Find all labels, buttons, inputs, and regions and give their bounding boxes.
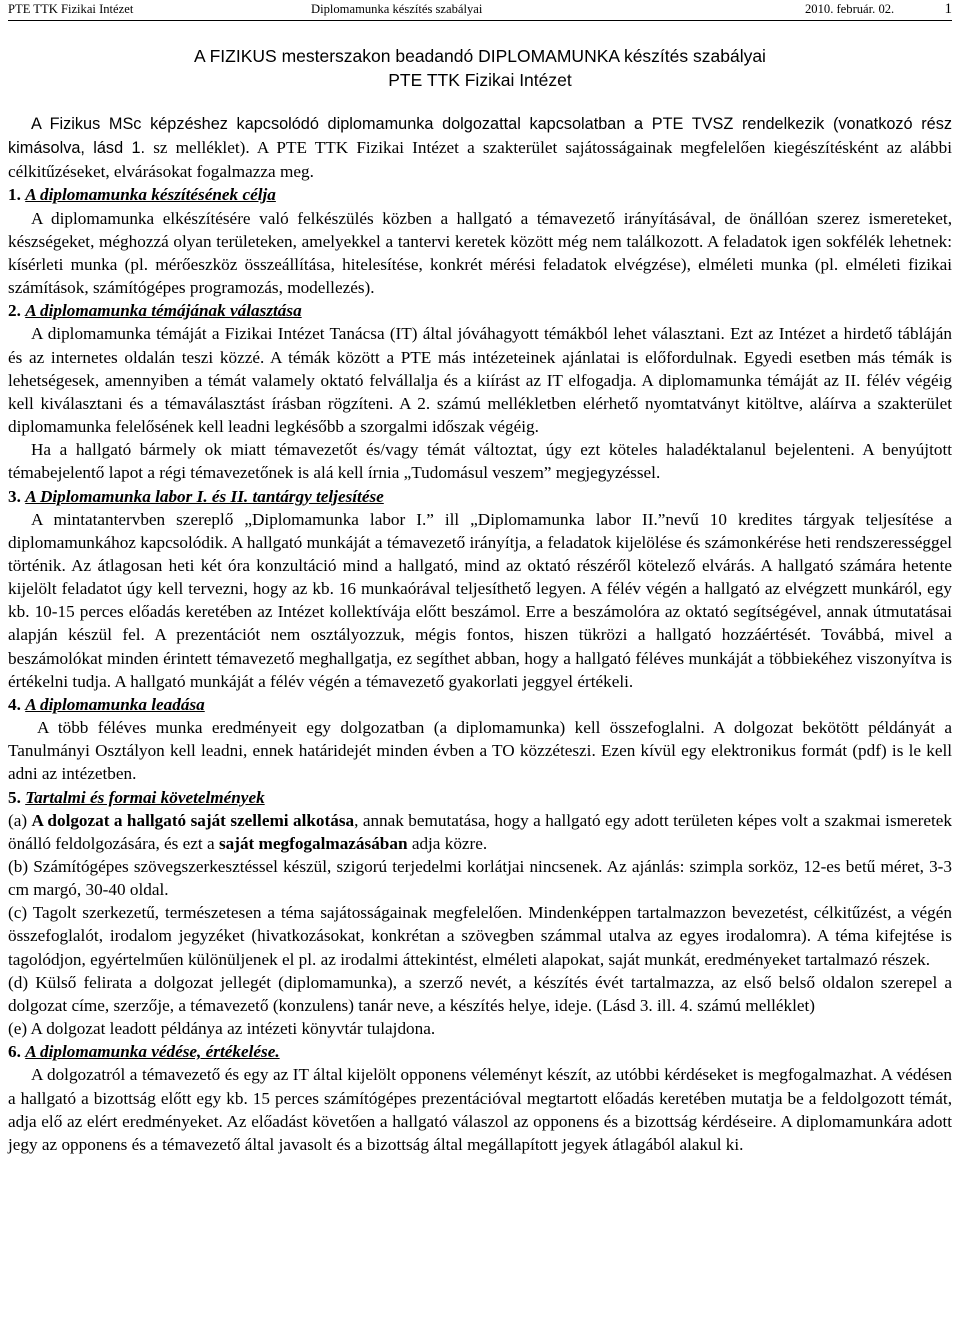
requirement-item-d: (d) Külső felirata a dolgozat jellegét (diplomamunka), a szerző nevét, a készítés évét tartalmazza, az első belső oldalon szerepel a dolgozat címe, szerzője, a témavezető (konzulens) tanár neve, a készítés helye, ideje. (Lásd 3. ill. 4. számú melléklet) [8,972,953,1015]
section-6-title: A diplomamunka védése, értékelése. [25,1042,280,1062]
section-4-heading: 4. A diplomamunka leadása [8,694,205,714]
section-1-paragraph-1: A diplomamunka elkészítésére való felkészülés közben a hallgató a témavezető irányításával, de önállóan szerez ismereteket, készségeket, méghozzá olyan területeken, amelyekkel a tantervi keretek között még nem találkozott. A feladatok igen sokfélék lehetnek: kísérleti munka (pl. mérőeszköz összeállítása, hitelesítése, konkrét mérési feladatok elvégzése), elméleti munka (pl. elméleti fizikai számítások, számítógépes programozás, modellezés). [8,208,952,298]
section-3-paragraph-1: A mintatantervben szereplő „Diplomamunka labor I.” ill „Diplomamunka labor II.”nevű 10 kredites tárgyak teljesítése a diplomamunkához kapcsolódik. A hallgató munkáját a témavezető irányítja, a feladatok kijelölése és számonkérése heti rendszerességgel történik. Az átlagosan heti két óra konzultáció mind a hallgató, mind az oktató részéről kötelező elvárás. A hallgató számára hetente kijelölt feladatot úgy kell tervezni, hogy az kb. 16 munkaórával teljesíthető legyen. A félév végén a hallgató az elvégzett munkáról, egy kb. 10-15 perces előadás keretében az Intézet kollektívája előtt beszámol. Erre a beszámolóra az oktató segítségével, annak útmutatásai alapján készül fel. A prezentációt nem osztályozzuk, mégis fontos, hiszen tükrözi a hallgató hozzáértését. Továbbá, mivel a beszámolókat minden érintett témavezető meghallgatja, ez segíthet abban, hogy a hallgató féléves munkáját a többiekéhez viszonyítva is értékelni tudja. A hallgató munkáját a félév végén a témavezető gyakorlati jeggyel értékeli. [8,509,952,691]
document-body [8,112,952,1156]
header-document-title: Diplomamunka készítés szabályai [311,2,483,16]
section-5-heading: 5. Tartalmi és formai követelmények [8,787,265,807]
section-4-paragraph-1: A több féléves munka eredményeit egy dolgozatban (a diplomamunka) kell összefoglalni. A dolgozat bekötött példányát a Tanulmányi Osztályon kell leadni, ennek határidejét minden évben a TO közzéteszi. Ezen kívül egy elektronikus formát (pdf) is le kell adni az intézetben. [8,718,952,784]
section-6-heading: 6. A diplomamunka védése, értékelése. [8,1042,280,1062]
section-3-heading: 3. A Diplomamunka labor I. és II. tantárgy teljesítése [8,486,384,506]
section-2-paragraph-1: A diplomamunka témáját a Fizikai Intézet Tanácsa (IT) által jóváhagyott témákból lehet választani. Ezt az Intézet a hirdető tábláján és az internetes oldalán teszi közzé. A témák között a PTE más intézeteinek ajánlatai is előfordulnak. Egyedi esetben más témák is lehetségesek, amennyiben a témát valamely oktató felvállalja és a kiírást az IT elfogadja. A diplomamunka témáját az II. félév végéig kell kiválasztani és a témaválasztást írásban rögzíteni. A 2. számú mellékletben elérhető nyomtatványt kitöltve, aláírva a szakterület diplomamunka felelősének kell leadni legkésőbb a szorgalmi időszak végéig. [8,324,952,437]
intro-text-part-1: A Fizikus MSc képzéshez kapcsolódó diplomamunka dolgozattal kapcsolatban a PTE TVSZ rendelkezik (vonatkozó rész kimásolva, lásd 1. [8,115,952,158]
intro-paragraph [8,112,952,183]
header-institute: PTE TTK Fizikai Intézet [8,2,134,16]
document-title-line-2: PTE TTK Fizikai Intézet [388,70,572,90]
section-1-heading: 1. A diplomamunka készítésének célja [8,185,276,205]
section-5-title: Tartalmi és formai követelmények [25,787,265,807]
header-date: 2010. február. 02. [805,2,895,16]
page-number: 1 [944,1,952,17]
running-header [8,0,952,21]
section-6-paragraph-1: A dolgozatról a témavezető és egy az IT által kijelölt opponens véleményt készít, az utóbbi kérdéseket is megfogalmazhat. A védésen a hallgató a bizottság előtt egy kb. 15 perces számítógépes prezentációval megtartott előadás keretében mutatja be a feldolgozott témát, adja elő az elért eredményeket. Az előadást követően a hallgató válaszol az opponens és a bizottság kérdéseire. A diplomamunkára adott jegy az opponens és a témavezető által javasolt és a bizottság által megállapított jegyek átlagából alakul ki. [8,1065,952,1154]
requirement-item-e: (e) A dolgozat leadott példánya az intézeti könyvtár tulajdona. [8,1019,436,1039]
section-4-title: A diplomamunka leadása [25,694,205,714]
requirement-item-a: (a) A dolgozat a hallgató saját szellemi alkotása, annak bemutatása, hogy a hallgató egy adott területen képes volt a szakmai ismeretek önálló feldolgozására, és ezt a saját megfogalmazásában adja közre. [8,810,952,853]
intro-text-part-2: sz melléklet). A PTE TTK Fizikai Intézet a szakterület sajátosságainak megfelelően kiegészítésként az alábbi célkitűzéseket, elvárásokat fogalmazza meg. [8,138,953,182]
requirement-item-b: (b) Számítógépes szövegszerkesztéssel készül, szigorú terjedelmi korlátjai nincsenek. Az ajánlás: szimpla sorköz, 12-es betű méret, 3-3 cm margó, 30-40 oldal. [8,857,953,900]
document-title-line-1: A FIZIKUS mesterszakon beadandó DIPLOMAMUNKA készítés szabályai [194,46,766,66]
section-3-title: A Diplomamunka labor I. és II. tantárgy teljesítése [25,486,384,506]
document-title [0,44,960,92]
requirement-item-c: (c) Tagolt szerkezetű, természetesen a téma sajátosságainak megfelelően. Mindenképpen tartalmazzon bevezetést, célkitűzést, a végén összefoglalót, irodalom jegyzéket (hivatkozásokat, konkrétan a szövegben számmal utalva az egyes irodalomra). A téma kifejtése is tagolódjon, egyértelműen különüljenek el pl. az irodalmi áttekintést, elméleti alapokat, saját munkát, eredményeket tartalmazó részek. [8,903,952,969]
section-2-paragraph-2: Ha a hallgató bármely ok miatt témavezetőt és/vagy témát változtat, úgy ezt köteles haladéktalanul bejelenteni. A benyújtott témabejelentő lapot a régi témavezetőnek is alá kell írnia „Tudomásul veszem” megjegyzéssel. [8,440,952,483]
section-2-title: A diplomamunka témájának választása [25,301,302,321]
section-1-title: A diplomamunka készítésének célja [25,185,276,205]
section-2-heading: 2. A diplomamunka témájának választása [8,301,302,321]
